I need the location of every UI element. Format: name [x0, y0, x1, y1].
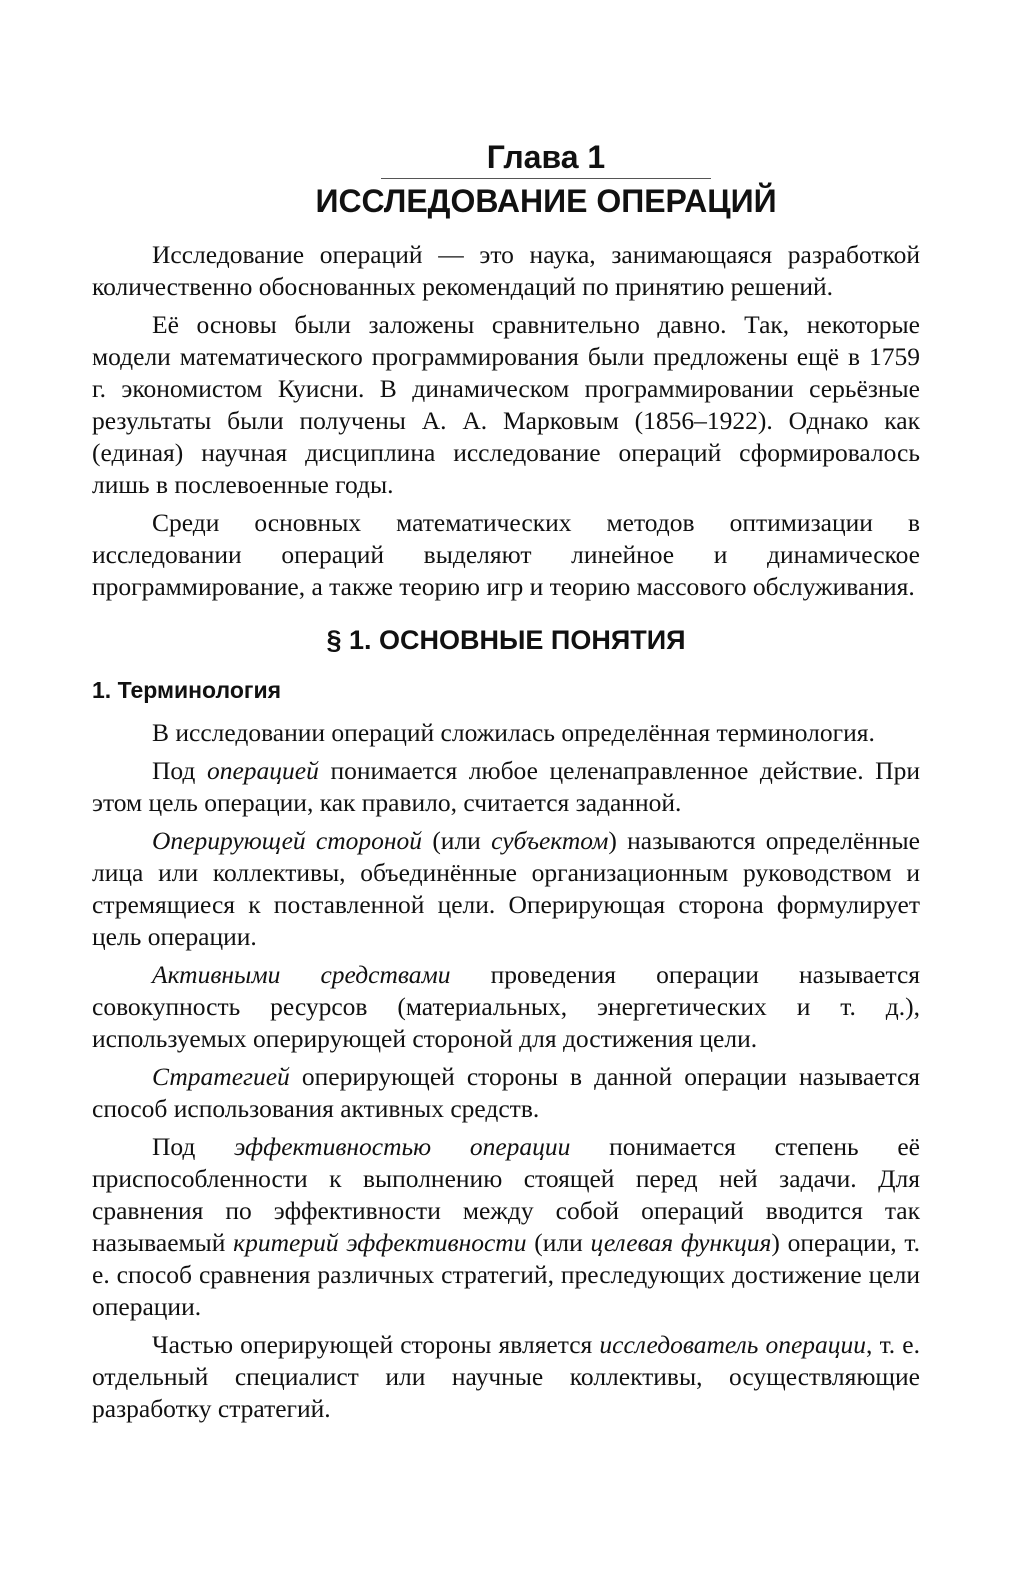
text-run: ) операции, т. е. способ сравнения различных стратегий, преследующих достижение цели операции. — [92, 1228, 920, 1321]
text-run: проведения операции называется совокупность ресурсов (материальных, энергетических и т. д.), используемых оперирующей стороной для достижения цели. — [92, 960, 920, 1053]
chapter-rule — [381, 178, 711, 179]
term-efficiency: эффективностью операции — [234, 1132, 571, 1161]
text-run: Под — [152, 1132, 235, 1161]
term-subject: субъектом — [491, 826, 609, 855]
term-active-means: Активными средствами — [152, 960, 451, 989]
chapter-label: Глава 1 — [486, 139, 606, 175]
terms-paragraph-6 — [92, 1131, 920, 1323]
terms-paragraph-5 — [92, 1061, 920, 1125]
terms-paragraph-1: В исследовании операций сложилась определённая терминология. — [152, 718, 875, 747]
text-run: Частью оперирующей стороны является — [152, 1330, 600, 1359]
term-operating-side: Оперирующей стороной — [152, 826, 423, 855]
intro-paragraph-1: Исследование операций — это наука, занимающаяся разработкой количественно обоснованных рекомендаций по принятию решений. — [92, 240, 920, 301]
text-run: , т. е. отдельный специалист или научные коллективы, осуществляющие разработку стратегий. — [92, 1330, 920, 1423]
text-run: (или — [526, 1228, 591, 1257]
text-run: (или — [422, 826, 492, 855]
text-run: Под — [152, 756, 207, 785]
chapter-heading — [172, 138, 920, 221]
term-strategy: Стратегией — [152, 1062, 290, 1091]
text-run: оперирующей стороны в данной операции называется способ использования активных средств. — [92, 1062, 920, 1123]
chapter-title: ИССЛЕДОВАНИЕ ОПЕРАЦИЙ — [315, 183, 777, 219]
intro-paragraph-2: Её основы были заложены сравнительно давно. Так, некоторые модели математического программирования были предложены ещё в 1759 г. экономистом Куисни. В динамическом программировании серьёзные результаты были получены А. А. Марковым (1856–1922). Однако как (единая) научная дисциплина исследование операций сформировалось лишь в послевоенные годы. — [92, 310, 920, 499]
terms-paragraph-4 — [92, 959, 920, 1055]
text-run: ) называются определённые лица или коллективы, объединённые организационным руководством и стремящиеся к поставленной цели. Оперирующая сторона формулирует цель операции. — [92, 826, 920, 951]
book-page — [92, 138, 920, 1431]
text-run: понимается степень её приспособленности к выполнению стоящей перед ней задачи. Для сравнения по эффективности между собой операций вводится так называемый — [92, 1132, 920, 1257]
subsection-title: 1. Терминология — [92, 677, 282, 703]
term-researcher: исследователь операции — [599, 1330, 867, 1359]
term-operation: операцией — [206, 756, 319, 785]
section-title: § 1. ОСНОВНЫЕ ПОНЯТИЯ — [326, 625, 686, 655]
term-target-function: целевая функция — [590, 1228, 772, 1257]
terms-paragraph-7 — [92, 1329, 920, 1425]
terms-paragraph-2 — [92, 755, 920, 819]
intro-paragraph-3: Среди основных математических методов оптимизации в исследовании операций выделяют линейное и динамическое программирование, а также теорию игр и теорию массового обслуживания. — [92, 508, 920, 601]
term-efficiency-criterion: критерий эффективности — [233, 1228, 527, 1257]
terms-paragraph-3 — [92, 825, 920, 953]
text-run: понимается любое целенаправленное действие. При этом цель операции, как правило, считается заданной. — [92, 756, 920, 817]
